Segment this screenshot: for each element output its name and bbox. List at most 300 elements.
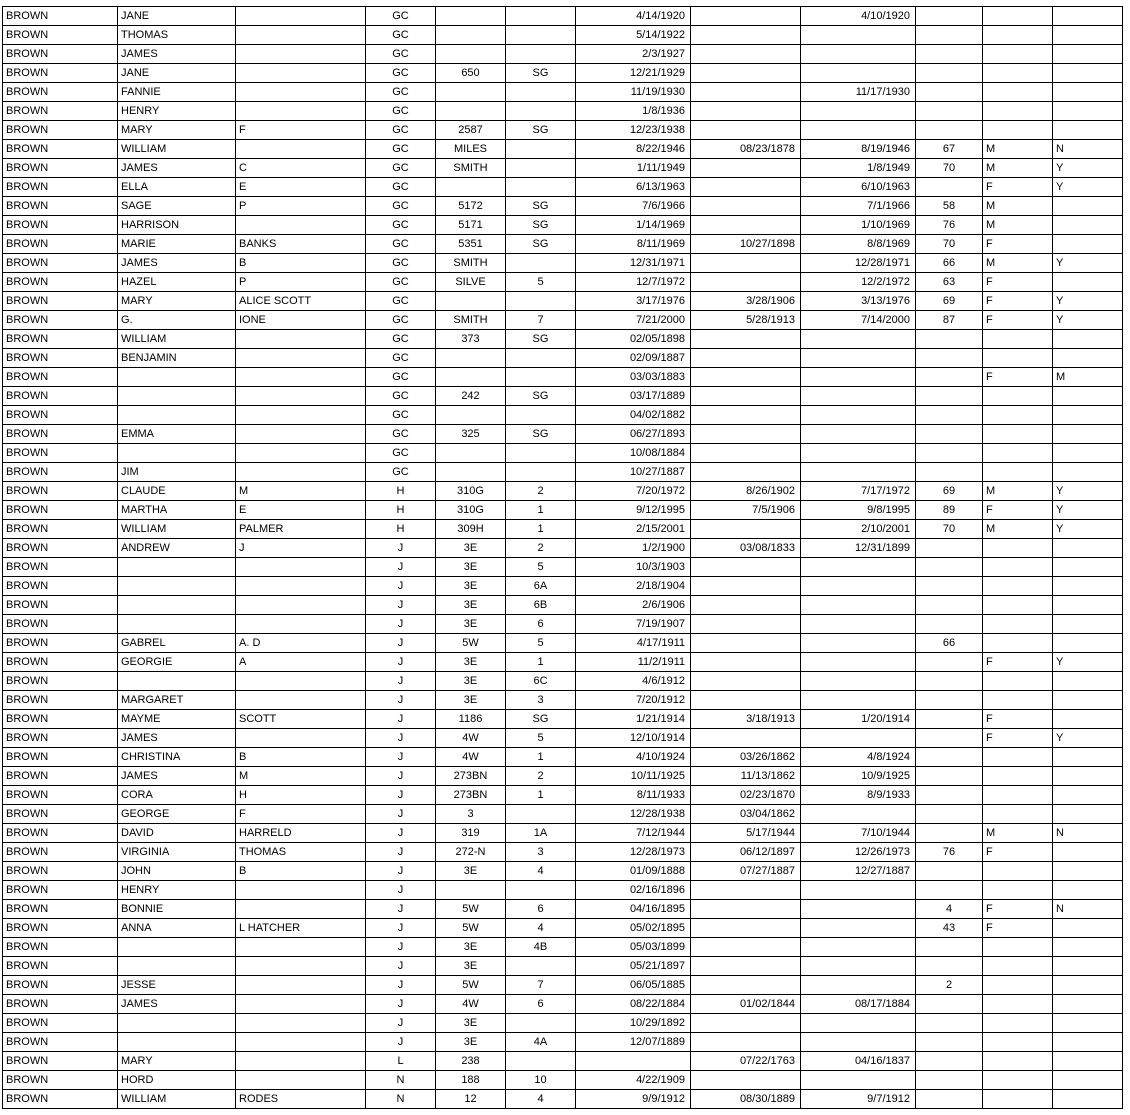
burial-date-cell: 02/05/1898 (576, 330, 691, 349)
grave-cell (506, 7, 576, 26)
middle-name-cell: SCOTT (236, 710, 366, 729)
lot-cell: 3E (436, 596, 506, 615)
age-cell (916, 102, 983, 121)
middle-name-cell (236, 558, 366, 577)
middle-name-cell (236, 64, 366, 83)
flag-cell (1053, 83, 1123, 102)
first-name-cell: BENJAMIN (118, 349, 236, 368)
middle-name-cell (236, 691, 366, 710)
flag-cell: Y (1053, 311, 1123, 330)
sex-cell: M (983, 254, 1053, 273)
lot-cell (436, 26, 506, 45)
last-name-cell: BROWN (3, 140, 118, 159)
last-name-cell: BROWN (3, 349, 118, 368)
flag-cell (1053, 273, 1123, 292)
age-cell (916, 824, 983, 843)
table-row (3, 786, 1123, 805)
lot-cell: 4W (436, 995, 506, 1014)
birth-date-cell (691, 634, 801, 653)
burial-date-cell: 7/12/1944 (576, 824, 691, 843)
section-cell: J (366, 843, 436, 862)
middle-name-cell: H (236, 786, 366, 805)
death-date-cell (801, 1014, 916, 1033)
section-cell: J (366, 653, 436, 672)
sex-cell (983, 558, 1053, 577)
section-cell: GC (366, 349, 436, 368)
table-row (3, 938, 1123, 957)
lot-cell: SMITH (436, 254, 506, 273)
age-cell (916, 406, 983, 425)
lot-cell: 3E (436, 577, 506, 596)
birth-date-cell (691, 691, 801, 710)
last-name-cell: BROWN (3, 235, 118, 254)
flag-cell (1053, 1090, 1123, 1109)
death-date-cell (801, 330, 916, 349)
last-name-cell: BROWN (3, 425, 118, 444)
burial-date-cell: 12/28/1973 (576, 843, 691, 862)
burial-date-cell: 12/7/1972 (576, 273, 691, 292)
table-row (3, 330, 1123, 349)
lot-cell: 5171 (436, 216, 506, 235)
middle-name-cell (236, 596, 366, 615)
burial-date-cell: 03/17/1889 (576, 387, 691, 406)
table-row (3, 273, 1123, 292)
flag-cell (1053, 615, 1123, 634)
age-cell (916, 387, 983, 406)
table-row (3, 1090, 1123, 1109)
flag-cell: N (1053, 824, 1123, 843)
grave-cell: 4B (506, 938, 576, 957)
first-name-cell (118, 406, 236, 425)
sex-cell: M (983, 520, 1053, 539)
birth-date-cell (691, 45, 801, 64)
sex-cell: F (983, 919, 1053, 938)
grave-cell (506, 406, 576, 425)
section-cell: J (366, 691, 436, 710)
first-name-cell: WILLIAM (118, 140, 236, 159)
burial-date-cell: 02/09/1887 (576, 349, 691, 368)
birth-date-cell (691, 102, 801, 121)
burial-date-cell: 2/6/1906 (576, 596, 691, 615)
birth-date-cell (691, 7, 801, 26)
burial-date-cell: 5/14/1922 (576, 26, 691, 45)
flag-cell (1053, 197, 1123, 216)
flag-cell (1053, 330, 1123, 349)
grave-cell: 1 (506, 748, 576, 767)
lot-cell: 12 (436, 1090, 506, 1109)
first-name-cell (118, 938, 236, 957)
burial-date-cell: 10/08/1884 (576, 444, 691, 463)
death-date-cell: 9/8/1995 (801, 501, 916, 520)
table-row (3, 558, 1123, 577)
grave-cell (506, 805, 576, 824)
birth-date-cell (691, 349, 801, 368)
flag-cell (1053, 805, 1123, 824)
burial-date-cell: 1/21/1914 (576, 710, 691, 729)
first-name-cell: JAMES (118, 729, 236, 748)
section-cell: J (366, 900, 436, 919)
age-cell (916, 672, 983, 691)
grave-cell: SG (506, 330, 576, 349)
section-cell: J (366, 615, 436, 634)
table-row (3, 995, 1123, 1014)
first-name-cell (118, 444, 236, 463)
section-cell: GC (366, 444, 436, 463)
grave-cell: SG (506, 425, 576, 444)
flag-cell (1053, 1033, 1123, 1052)
birth-date-cell: 08/30/1889 (691, 1090, 801, 1109)
middle-name-cell (236, 672, 366, 691)
birth-date-cell (691, 596, 801, 615)
burial-date-cell: 2/18/1904 (576, 577, 691, 596)
first-name-cell: JAMES (118, 767, 236, 786)
last-name-cell: BROWN (3, 862, 118, 881)
birth-date-cell (691, 957, 801, 976)
first-name-cell: GEORGIE (118, 653, 236, 672)
flag-cell (1053, 995, 1123, 1014)
first-name-cell (118, 368, 236, 387)
flag-cell (1053, 1014, 1123, 1033)
birth-date-cell (691, 919, 801, 938)
lot-cell (436, 83, 506, 102)
lot-cell: 650 (436, 64, 506, 83)
grave-cell (506, 26, 576, 45)
middle-name-cell (236, 368, 366, 387)
section-cell: J (366, 995, 436, 1014)
sex-cell (983, 691, 1053, 710)
death-date-cell (801, 691, 916, 710)
first-name-cell: JANE (118, 64, 236, 83)
table-row (3, 520, 1123, 539)
grave-cell: 7 (506, 976, 576, 995)
lot-cell: 3E (436, 691, 506, 710)
burial-date-cell: 1/2/1900 (576, 539, 691, 558)
age-cell: 69 (916, 482, 983, 501)
last-name-cell: BROWN (3, 102, 118, 121)
table-row (3, 311, 1123, 330)
middle-name-cell: B (236, 748, 366, 767)
section-cell: GC (366, 178, 436, 197)
death-date-cell (801, 577, 916, 596)
grave-cell (506, 881, 576, 900)
section-cell: J (366, 805, 436, 824)
flag-cell (1053, 976, 1123, 995)
grave-cell: SG (506, 197, 576, 216)
sex-cell (983, 444, 1053, 463)
death-date-cell (801, 102, 916, 121)
age-cell (916, 995, 983, 1014)
flag-cell (1053, 406, 1123, 425)
last-name-cell: BROWN (3, 995, 118, 1014)
last-name-cell: BROWN (3, 1090, 118, 1109)
grave-cell (506, 463, 576, 482)
death-date-cell: 1/20/1914 (801, 710, 916, 729)
first-name-cell (118, 577, 236, 596)
burial-date-cell (576, 1052, 691, 1071)
lot-cell: 5W (436, 634, 506, 653)
section-cell: J (366, 1033, 436, 1052)
last-name-cell: BROWN (3, 83, 118, 102)
grave-cell: 2 (506, 482, 576, 501)
last-name-cell: BROWN (3, 824, 118, 843)
first-name-cell: ANDREW (118, 539, 236, 558)
lot-cell: 310G (436, 482, 506, 501)
burial-date-cell: 10/11/1925 (576, 767, 691, 786)
first-name-cell: HARRISON (118, 216, 236, 235)
table-row (3, 349, 1123, 368)
grave-cell: 1 (506, 653, 576, 672)
lot-cell: 273BN (436, 767, 506, 786)
table-row (3, 653, 1123, 672)
birth-date-cell (691, 900, 801, 919)
lot-cell (436, 45, 506, 64)
burial-date-cell: 03/03/1883 (576, 368, 691, 387)
flag-cell (1053, 216, 1123, 235)
burial-date-cell: 8/22/1946 (576, 140, 691, 159)
first-name-cell: MARTHA (118, 501, 236, 520)
sex-cell: M (983, 824, 1053, 843)
first-name-cell: JANE (118, 7, 236, 26)
last-name-cell: BROWN (3, 463, 118, 482)
sex-cell: F (983, 900, 1053, 919)
section-cell: GC (366, 159, 436, 178)
lot-cell: 188 (436, 1071, 506, 1090)
table-row (3, 140, 1123, 159)
middle-name-cell: THOMAS (236, 843, 366, 862)
last-name-cell: BROWN (3, 26, 118, 45)
first-name-cell: JOHN (118, 862, 236, 881)
flag-cell (1053, 1052, 1123, 1071)
grave-cell: 6 (506, 900, 576, 919)
birth-date-cell (691, 976, 801, 995)
first-name-cell: MARY (118, 292, 236, 311)
flag-cell (1053, 710, 1123, 729)
sex-cell (983, 767, 1053, 786)
lot-cell: 310G (436, 501, 506, 520)
sex-cell: F (983, 235, 1053, 254)
age-cell (916, 1071, 983, 1090)
section-cell: GC (366, 26, 436, 45)
first-name-cell: ANNA (118, 919, 236, 938)
table-row (3, 444, 1123, 463)
section-cell: J (366, 767, 436, 786)
flag-cell (1053, 1071, 1123, 1090)
sex-cell (983, 805, 1053, 824)
birth-date-cell (691, 672, 801, 691)
grave-cell (506, 1014, 576, 1033)
last-name-cell: BROWN (3, 634, 118, 653)
death-date-cell: 8/19/1946 (801, 140, 916, 159)
flag-cell (1053, 634, 1123, 653)
middle-name-cell: J (236, 539, 366, 558)
middle-name-cell (236, 7, 366, 26)
middle-name-cell: F (236, 121, 366, 140)
middle-name-cell: C (236, 159, 366, 178)
grave-cell (506, 102, 576, 121)
death-date-cell: 08/17/1884 (801, 995, 916, 1014)
section-cell: GC (366, 121, 436, 140)
middle-name-cell (236, 444, 366, 463)
birth-date-cell (691, 330, 801, 349)
section-cell: GC (366, 83, 436, 102)
section-cell: J (366, 672, 436, 691)
flag-cell (1053, 862, 1123, 881)
age-cell (916, 691, 983, 710)
flag-cell (1053, 349, 1123, 368)
flag-cell (1053, 235, 1123, 254)
section-cell: J (366, 862, 436, 881)
flag-cell (1053, 691, 1123, 710)
section-cell: J (366, 596, 436, 615)
death-date-cell (801, 558, 916, 577)
table-row (3, 1071, 1123, 1090)
first-name-cell: CHRISTINA (118, 748, 236, 767)
flag-cell (1053, 7, 1123, 26)
birth-date-cell: 10/27/1898 (691, 235, 801, 254)
first-name-cell: FANNIE (118, 83, 236, 102)
section-cell: GC (366, 425, 436, 444)
burial-date-cell: 06/05/1885 (576, 976, 691, 995)
last-name-cell: BROWN (3, 406, 118, 425)
death-date-cell (801, 881, 916, 900)
table-row (3, 767, 1123, 786)
death-date-cell: 2/10/2001 (801, 520, 916, 539)
sex-cell (983, 26, 1053, 45)
sex-cell: F (983, 178, 1053, 197)
death-date-cell (801, 596, 916, 615)
age-cell (916, 1014, 983, 1033)
last-name-cell: BROWN (3, 1052, 118, 1071)
middle-name-cell: M (236, 767, 366, 786)
age-cell (916, 64, 983, 83)
flag-cell (1053, 444, 1123, 463)
lot-cell (436, 406, 506, 425)
flag-cell: Y (1053, 482, 1123, 501)
table-row (3, 596, 1123, 615)
age-cell (916, 748, 983, 767)
burial-date-cell: 7/20/1912 (576, 691, 691, 710)
burial-date-cell: 01/09/1888 (576, 862, 691, 881)
middle-name-cell: E (236, 501, 366, 520)
first-name-cell: G. (118, 311, 236, 330)
sex-cell (983, 1071, 1053, 1090)
birth-date-cell (691, 615, 801, 634)
grave-cell: 6 (506, 615, 576, 634)
last-name-cell: BROWN (3, 938, 118, 957)
table-row (3, 976, 1123, 995)
grave-cell (506, 349, 576, 368)
sex-cell: M (983, 197, 1053, 216)
lot-cell (436, 368, 506, 387)
lot-cell: 3E (436, 957, 506, 976)
sex-cell: F (983, 729, 1053, 748)
first-name-cell: WILLIAM (118, 1090, 236, 1109)
sex-cell (983, 102, 1053, 121)
middle-name-cell: A. D (236, 634, 366, 653)
birth-date-cell: 07/27/1887 (691, 862, 801, 881)
sex-cell (983, 1033, 1053, 1052)
grave-cell (506, 159, 576, 178)
middle-name-cell: RODES (236, 1090, 366, 1109)
middle-name-cell: L HATCHER (236, 919, 366, 938)
burial-date-cell: 02/16/1896 (576, 881, 691, 900)
middle-name-cell: P (236, 273, 366, 292)
sex-cell: F (983, 501, 1053, 520)
age-cell: 70 (916, 520, 983, 539)
table-row (3, 121, 1123, 140)
table-row (3, 824, 1123, 843)
burial-date-cell: 7/6/1966 (576, 197, 691, 216)
middle-name-cell: F (236, 805, 366, 824)
death-date-cell (801, 1033, 916, 1052)
death-date-cell (801, 957, 916, 976)
last-name-cell: BROWN (3, 292, 118, 311)
middle-name-cell (236, 140, 366, 159)
last-name-cell: BROWN (3, 368, 118, 387)
first-name-cell: MARIE (118, 235, 236, 254)
grave-cell: 2 (506, 767, 576, 786)
age-cell (916, 710, 983, 729)
first-name-cell: JAMES (118, 45, 236, 64)
middle-name-cell (236, 349, 366, 368)
first-name-cell (118, 615, 236, 634)
last-name-cell: BROWN (3, 178, 118, 197)
lot-cell: 3E (436, 539, 506, 558)
age-cell (916, 786, 983, 805)
birth-date-cell: 06/12/1897 (691, 843, 801, 862)
sex-cell (983, 672, 1053, 691)
grave-cell: 4 (506, 862, 576, 881)
burial-date-cell: 1/11/1949 (576, 159, 691, 178)
age-cell (916, 596, 983, 615)
section-cell: GC (366, 140, 436, 159)
last-name-cell: BROWN (3, 159, 118, 178)
sex-cell (983, 634, 1053, 653)
table-row (3, 387, 1123, 406)
table-row (3, 710, 1123, 729)
birth-date-cell (691, 254, 801, 273)
birth-date-cell (691, 881, 801, 900)
flag-cell (1053, 596, 1123, 615)
age-cell (916, 577, 983, 596)
sex-cell (983, 83, 1053, 102)
first-name-cell (118, 387, 236, 406)
table-row (3, 748, 1123, 767)
last-name-cell: BROWN (3, 7, 118, 26)
death-date-cell (801, 406, 916, 425)
birth-date-cell: 7/5/1906 (691, 501, 801, 520)
burial-date-cell: 12/07/1889 (576, 1033, 691, 1052)
age-cell (916, 1090, 983, 1109)
first-name-cell (118, 1033, 236, 1052)
flag-cell (1053, 64, 1123, 83)
first-name-cell: GEORGE (118, 805, 236, 824)
first-name-cell: HAZEL (118, 273, 236, 292)
age-cell (916, 862, 983, 881)
lot-cell: 319 (436, 824, 506, 843)
grave-cell (506, 1052, 576, 1071)
first-name-cell: MARGARET (118, 691, 236, 710)
birth-date-cell (691, 558, 801, 577)
last-name-cell: BROWN (3, 767, 118, 786)
grave-cell: SG (506, 235, 576, 254)
death-date-cell (801, 463, 916, 482)
birth-date-cell (691, 729, 801, 748)
sex-cell (983, 862, 1053, 881)
death-date-cell (801, 368, 916, 387)
section-cell: J (366, 748, 436, 767)
flag-cell (1053, 102, 1123, 121)
